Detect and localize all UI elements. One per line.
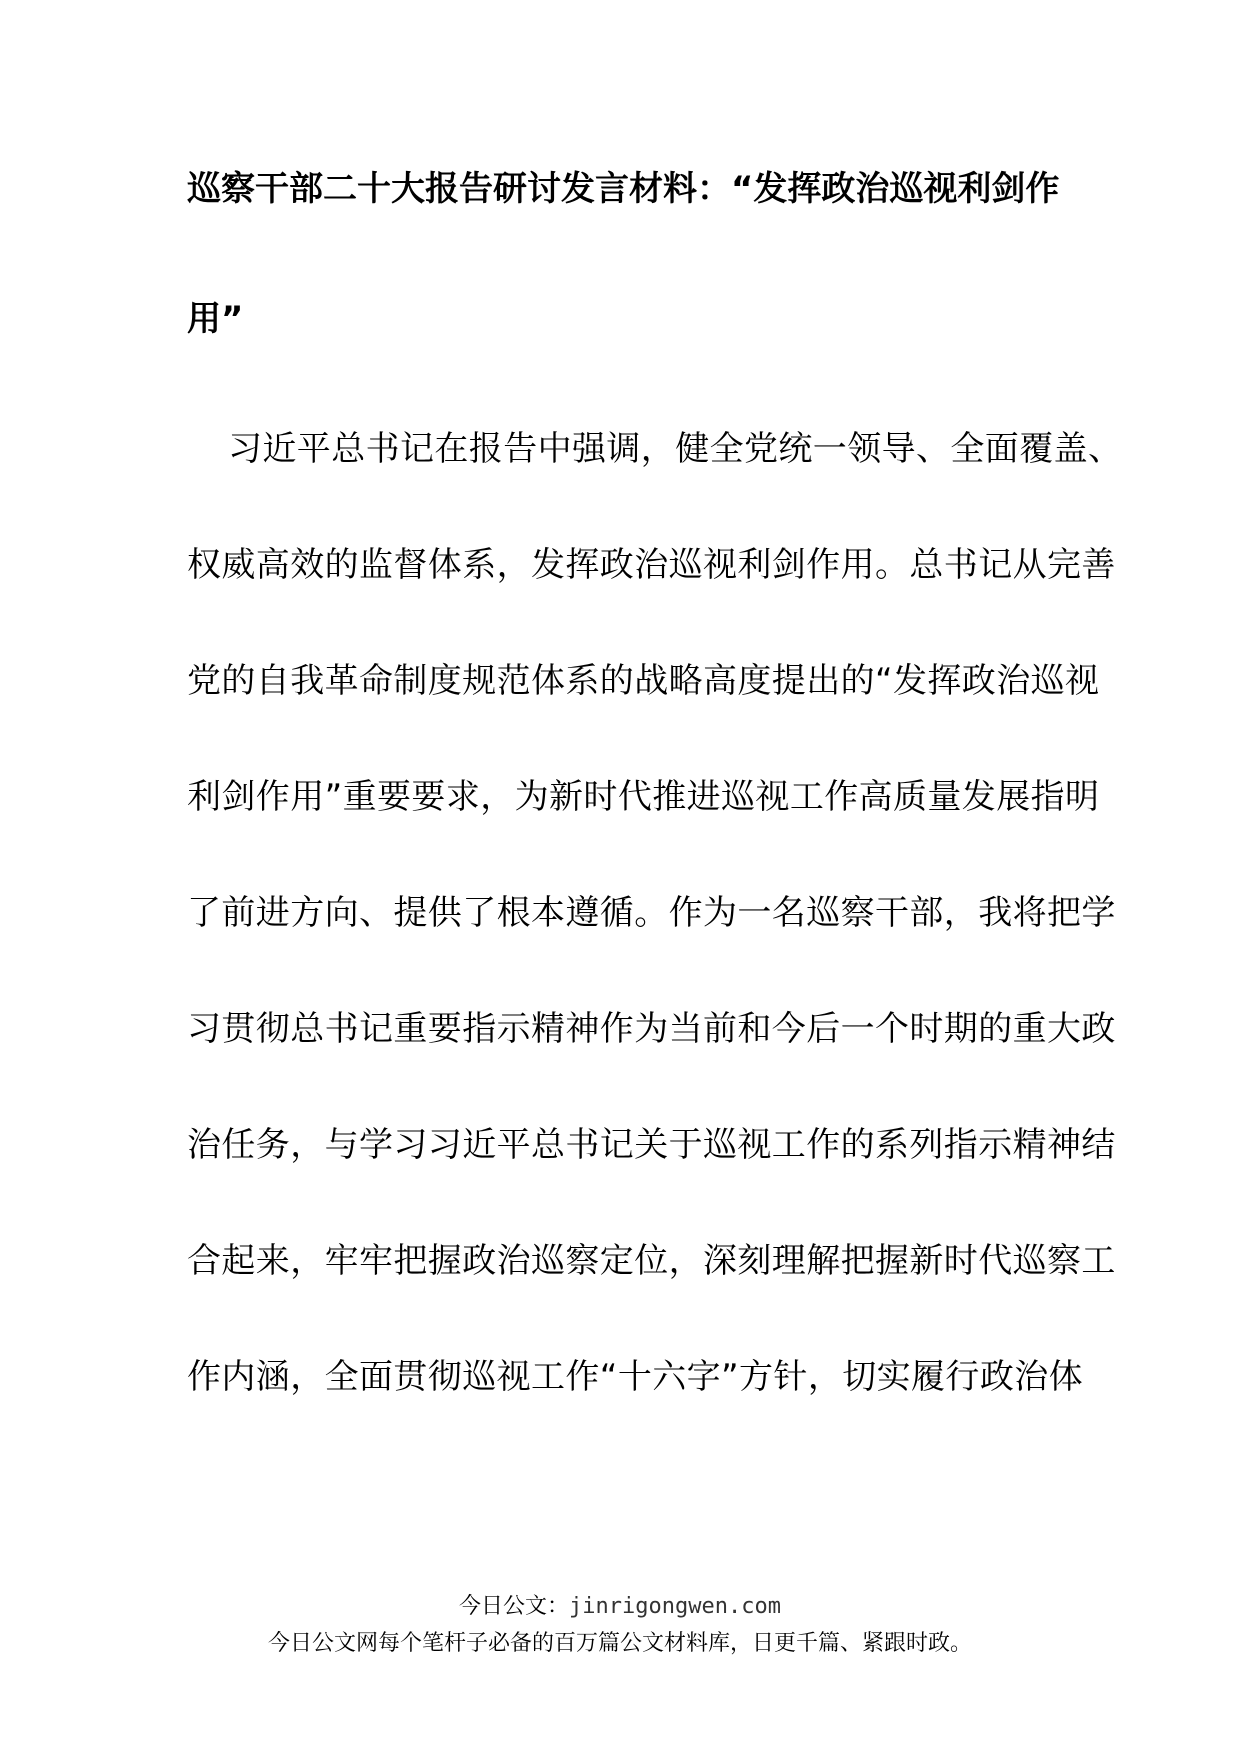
body-paragraph-line: 习贯彻总书记重要指示精神作为当前和今后一个时期的重大政 <box>187 1009 1116 1049</box>
footer-site-label: 今日公文： <box>459 1594 570 1619</box>
body-paragraph-line: 作内涵，全面贯彻巡视工作“十六字”方针，切实履行政治体 <box>187 1357 1084 1397</box>
document-title-line-2: 用” <box>187 299 244 339</box>
footer-source <box>0 1593 1240 1621</box>
document-title-line-1: 巡察干部二十大报告研讨发言材料：“发挥政治巡视利剑作 <box>187 169 1060 209</box>
body-paragraph-line: 习近平总书记在报告中强调，健全党统一领导、全面覆盖、 <box>228 429 1123 469</box>
footer-tagline: 今日公文网每个笔杆子必备的百万篇公文材料库，日更千篇、紧跟时政。 <box>267 1631 972 1656</box>
body-paragraph-line: 治任务，与学习习近平总书记关于巡视工作的系列指示精神结 <box>187 1125 1116 1165</box>
body-paragraph-line: 了前进方向、提供了根本遵循。作为一名巡察干部，我将把学 <box>187 893 1116 933</box>
body-paragraph-line: 利剑作用”重要要求，为新时代推进巡视工作高质量发展指明 <box>187 777 1100 817</box>
body-paragraph-line: 权威高效的监督体系，发挥政治巡视利剑作用。总书记从完善 <box>187 545 1116 585</box>
footer-site-url-link[interactable]: jinrigongwen.com <box>569 1594 781 1619</box>
body-paragraph-line: 党的自我革命制度规范体系的战略高度提出的“发挥政治巡视 <box>187 661 1100 701</box>
body-paragraph-line: 合起来，牢牢把握政治巡察定位，深刻理解把握新时代巡察工 <box>187 1241 1116 1281</box>
